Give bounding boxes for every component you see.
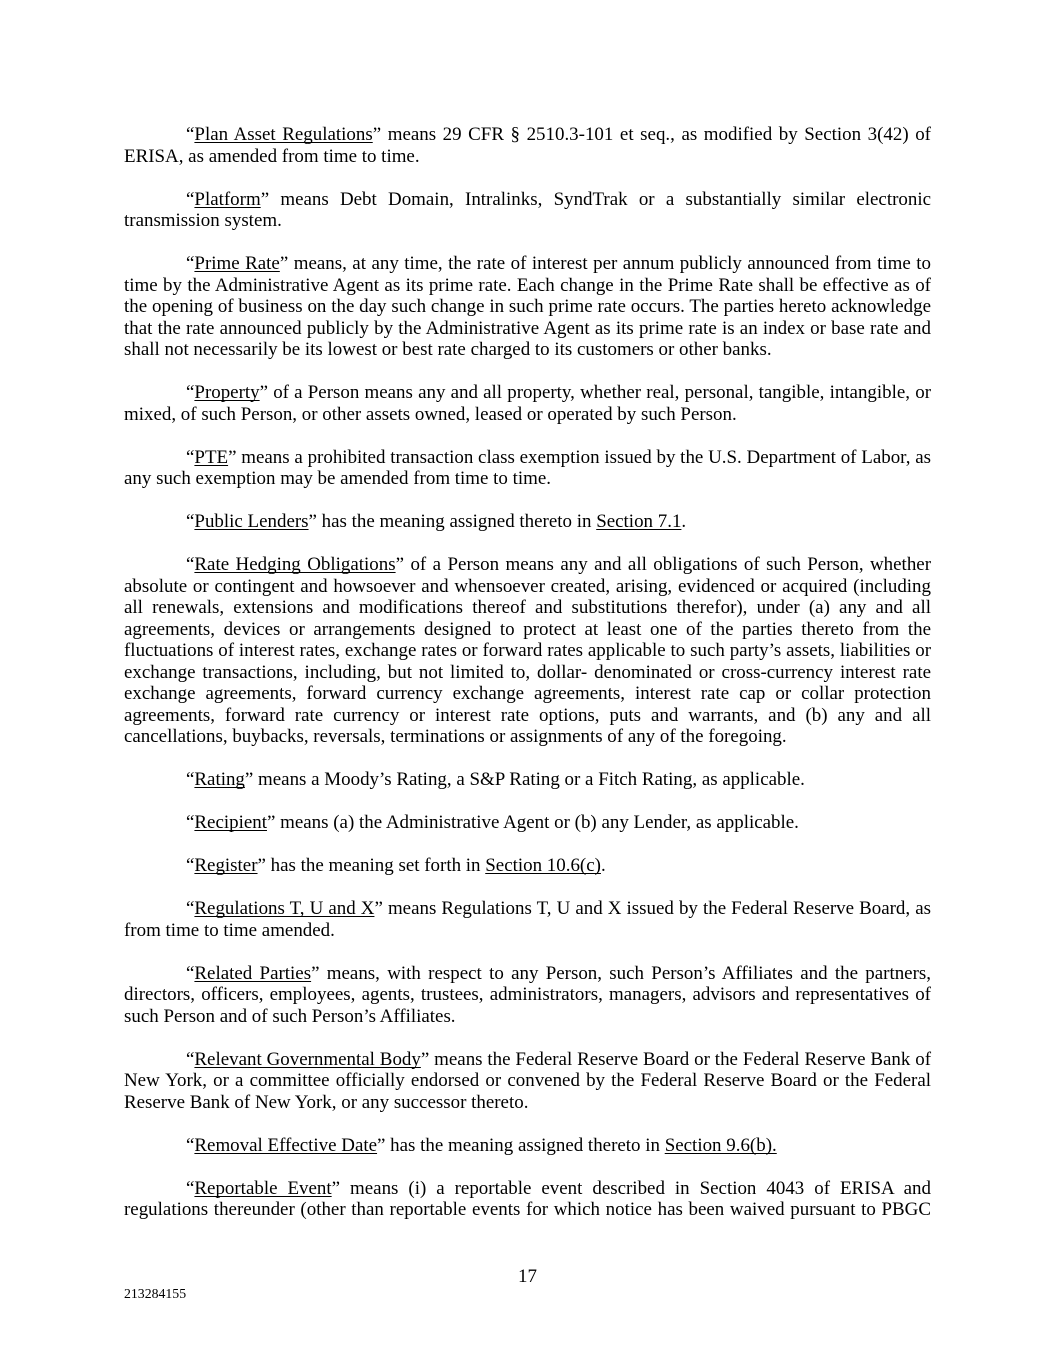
definition-text: “ xyxy=(186,769,195,790)
definition-paragraph xyxy=(124,1135,931,1157)
defined-term: Prime Rate xyxy=(194,253,280,274)
definition-text: “ xyxy=(186,124,195,145)
definition-paragraph xyxy=(124,963,931,1028)
definition-paragraph xyxy=(124,812,931,834)
defined-term: Platform xyxy=(194,188,261,210)
cross-reference: Section 7.1 xyxy=(596,511,682,532)
definition-text: “ xyxy=(186,1177,195,1199)
defined-term: Recipient xyxy=(194,812,267,833)
defined-term: Plan Asset Regulations xyxy=(194,124,373,145)
defined-term: Register xyxy=(194,855,258,876)
definition-text: ” means, with respect to any Person, such Person’s Affiliates and the partners, directors, officers, employees, agents, trustees, administrators, managers, advisors and representatives of such Person and of such Person’s Affiliates. xyxy=(124,962,931,1027)
definition-text: ” of a Person means any and all property, whether real, personal, tangible, intangible, or mixed, of such Person, or other assets owned, leased or operated by such Person. xyxy=(124,382,931,425)
definition-paragraph xyxy=(124,253,931,361)
definition-text: ” means a Moody’s Rating, a S&P Rating or a Fitch Rating, as applicable. xyxy=(244,769,805,790)
definition-text: “ xyxy=(186,812,195,833)
definition-text: “ xyxy=(186,1048,195,1070)
defined-term: Rate Hedging Obligations xyxy=(194,554,396,575)
cross-reference: Section 9.6(b). xyxy=(664,1134,777,1156)
defined-term: Regulations T, U and X xyxy=(194,898,375,919)
definition-text: ” means (i) a reportable event described in Section 4043 of ERISA and regulations thereunder (other than reportable events for which notice has been waived pursuant to PBGC xyxy=(124,1177,931,1220)
defined-term: Related Parties xyxy=(194,962,312,984)
document-body xyxy=(124,124,931,1242)
definition-paragraph xyxy=(124,382,931,425)
document-id: 213284155 xyxy=(124,1286,187,1301)
page-number: 17 xyxy=(518,1266,537,1287)
definition-paragraph xyxy=(124,1178,931,1221)
definition-paragraph xyxy=(124,855,931,877)
definition-text: ” means Regulations T, U and X issued by the Federal Reserve Board, as from time to time amended. xyxy=(124,898,931,941)
definition-text: ” has the meaning set forth in xyxy=(257,855,486,876)
definition-text: “ xyxy=(186,1134,195,1156)
definition-text: “ xyxy=(186,554,195,575)
definition-text: . xyxy=(681,511,687,532)
definition-text: “ xyxy=(186,898,195,919)
definition-text: . xyxy=(600,855,606,876)
definition-text: ” means, at any time, the rate of interest per annum publicly announced from time to time by the Administrative Agent as its prime rate. Each change in the Prime Rate shall be effective as of the opening of business on the day such change in such prime rate occurs. The parties hereto acknowledge that the rate announced publicly by the Administrative Agent as its prime rate is an index or base rate and shall not necessarily be its lowest or best rate charged to its customers or other banks. xyxy=(124,253,931,360)
definition-text: “ xyxy=(186,382,195,403)
definition-text: ” means Debt Domain, Intralinks, SyndTrak or a substantially similar electronic transmission system. xyxy=(124,188,931,231)
defined-term: Rating xyxy=(194,769,245,790)
definition-paragraph xyxy=(124,554,931,748)
defined-term: Reportable Event xyxy=(194,1177,332,1199)
definition-paragraph xyxy=(124,1049,931,1114)
definition-text: ” has the meaning assigned thereto in xyxy=(308,511,597,532)
definition-text: “ xyxy=(186,962,195,984)
definition-text: ” means the Federal Reserve Board or the Federal Reserve Bank of New York, or a committee officially endorsed or convened by the Federal Reserve Board or the Federal Reserve Bank of New York, or any successor thereto. xyxy=(124,1048,932,1113)
definition-paragraph xyxy=(124,447,931,490)
definition-text: “ xyxy=(186,511,195,532)
defined-term: Public Lenders xyxy=(194,511,309,532)
definition-text: “ xyxy=(186,253,195,274)
definition-text: ” means 29 CFR § 2510.3-101 et seq., as modified by Section 3(42) of ERISA, as amended from time to time. xyxy=(124,124,931,167)
definition-text: “ xyxy=(186,446,195,468)
definition-paragraph xyxy=(124,124,931,167)
definition-text: ” means a prohibited transaction class exemption issued by the U.S. Department of Labor, as any such exemption may be amended from time to time. xyxy=(124,446,931,489)
cross-reference: Section 10.6(c) xyxy=(485,855,601,876)
defined-term: Relevant Governmental Body xyxy=(194,1048,421,1070)
definition-paragraph xyxy=(124,189,931,232)
defined-term: Removal Effective Date xyxy=(194,1134,378,1156)
definition-text: ” of a Person means any and all obligations of such Person, whether absolute or contingent and howsoever and whensoever created, arising, evidenced or acquired (including all renewals, extensions and modifications thereof and substitutions therefor), under (a) any and all agreements, devices or arrangements designed to protect at least one of the parties thereto from the fluctuations of interest rates, exchange rates or forward rates applicable to such party’s assets, liabilities or exchange transactions, including, but not limited to, dollar- denominated or cross-currency interest rate exchange agreements, forward currency exchange agreements, interest rate cap or collar protection agreements, forward rate currency or interest rate options, puts and warrants, and (b) any and all cancellations, buybacks, reversals, terminations or assignments of any of the foregoing. xyxy=(124,554,931,747)
definition-text: “ xyxy=(186,855,195,876)
definition-paragraph xyxy=(124,898,931,941)
definition-text: “ xyxy=(186,188,195,210)
definition-paragraph xyxy=(124,511,931,533)
defined-term: Property xyxy=(194,382,260,403)
definition-text: ” means (a) the Administrative Agent or (b) any Lender, as applicable. xyxy=(266,812,799,833)
defined-term: PTE xyxy=(194,446,229,468)
definition-paragraph xyxy=(124,769,931,791)
definition-text: ” has the meaning assigned thereto in xyxy=(377,1134,665,1156)
